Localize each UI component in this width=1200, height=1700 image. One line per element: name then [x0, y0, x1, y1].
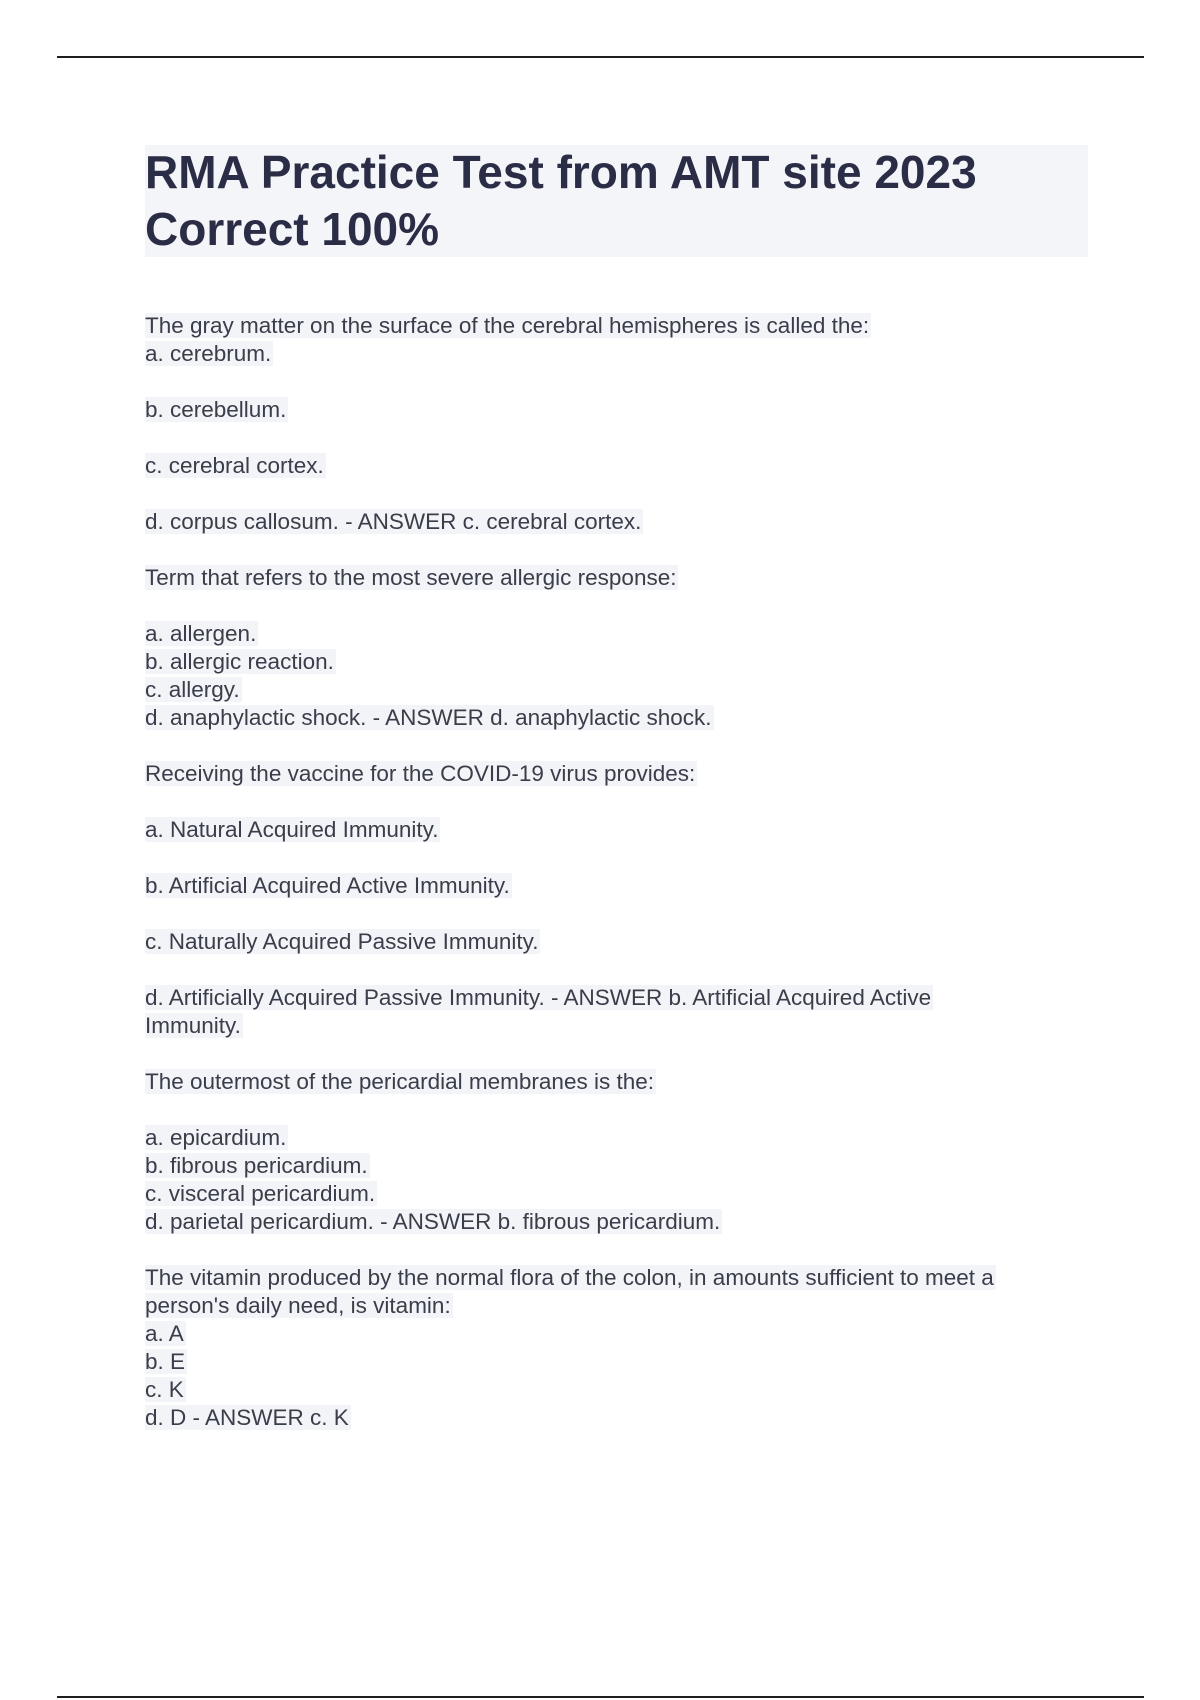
question-3: Receiving the vaccine for the COVID-19 virus provides:: [145, 761, 696, 786]
q2-option-d-answer: d. anaphylactic shock. - ANSWER d. anaphylactic shock.: [145, 705, 712, 730]
q3-option-a: a. Natural Acquired Immunity.: [145, 817, 439, 842]
question-4: The outermost of the pericardial membranes is the:: [145, 1069, 654, 1094]
title-line-1: RMA Practice Test from AMT site 2023: [145, 146, 977, 198]
q4-option-d-answer: d. parietal pericardium. - ANSWER b. fibrous pericardium.: [145, 1209, 721, 1234]
q5-option-a: a. A: [145, 1321, 184, 1346]
q1-option-a: a. cerebrum.: [145, 341, 272, 366]
q2-option-a: a. allergen.: [145, 621, 257, 646]
q1-option-d-answer: d. corpus callosum. - ANSWER c. cerebral cortex.: [145, 509, 642, 534]
question-5: The vitamin produced by the normal flora of the colon, in amounts sufficient to meet a: [145, 1265, 994, 1290]
document-body: [145, 312, 1085, 1432]
q1-option-c: c. cerebral cortex.: [145, 453, 324, 478]
q4-option-c: c. visceral pericardium.: [145, 1181, 376, 1206]
q5-option-c: c. K: [145, 1377, 184, 1402]
q3-option-c: c. Naturally Acquired Passive Immunity.: [145, 929, 539, 954]
title-line-2: Correct 100%: [145, 203, 440, 255]
q3-option-d-answer: d. Artificially Acquired Passive Immunity. - ANSWER b. Artificial Acquired Active: [145, 985, 932, 1010]
q5-option-b: b. E: [145, 1349, 186, 1374]
q1-option-b: b. cerebellum.: [145, 397, 287, 422]
question-5-cont: person's daily need, is vitamin:: [145, 1293, 451, 1318]
footer-rule: [57, 1696, 1144, 1698]
header-rule: [57, 56, 1144, 58]
q5-option-d-answer: d. D - ANSWER c. K: [145, 1405, 349, 1430]
q2-option-c: c. allergy.: [145, 677, 240, 702]
q4-option-a: a. epicardium.: [145, 1125, 287, 1150]
q4-option-b: b. fibrous pericardium.: [145, 1153, 368, 1178]
q2-option-b: b. allergic reaction.: [145, 649, 334, 674]
question-2: Term that refers to the most severe allergic response:: [145, 565, 677, 590]
question-1: The gray matter on the surface of the cerebral hemispheres is called the:: [145, 313, 870, 338]
q3-option-b: b. Artificial Acquired Active Immunity.: [145, 873, 510, 898]
page-title: [145, 144, 977, 258]
q3-option-d-answer-cont: Immunity.: [145, 1013, 241, 1038]
